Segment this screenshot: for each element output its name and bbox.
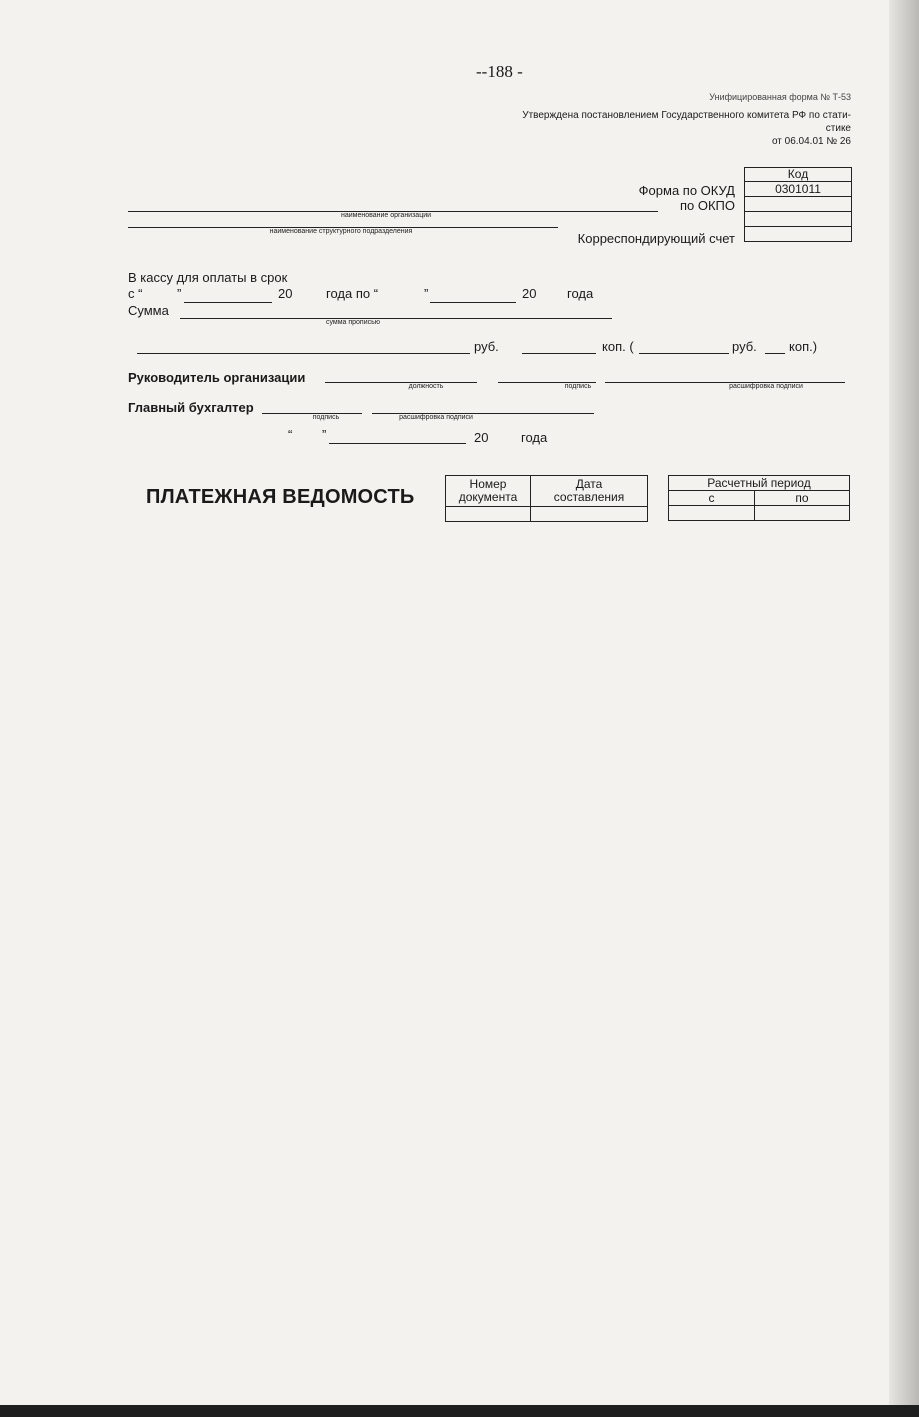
kop-amount-line[interactable] bbox=[522, 353, 596, 354]
kop-digits-line[interactable] bbox=[765, 353, 785, 354]
head-position-line[interactable] bbox=[325, 382, 477, 383]
date-year-word: года bbox=[521, 430, 548, 445]
period-to-header: по bbox=[755, 491, 850, 506]
to-quote-close: ” bbox=[424, 286, 429, 301]
okud-label: Форма по ОКУД bbox=[638, 183, 735, 198]
document-title: ПЛАТЕЖНАЯ ВЕДОМОСТЬ bbox=[146, 486, 415, 508]
from-month-line[interactable] bbox=[184, 302, 272, 303]
date-close-quote: ” bbox=[322, 427, 327, 442]
rub-label: руб. bbox=[474, 339, 499, 354]
position-hint: должность bbox=[408, 383, 444, 390]
document-date-cell[interactable] bbox=[531, 507, 648, 522]
rub-digits-line[interactable] bbox=[639, 353, 729, 354]
page-number: --188 - bbox=[476, 62, 523, 81]
head-label: Руководитель организации bbox=[128, 370, 306, 385]
division-name-hint: наименование структурного подразделения bbox=[269, 228, 413, 235]
account-code-cell[interactable] bbox=[745, 227, 852, 242]
date-open-quote: “ bbox=[288, 427, 293, 442]
period-from-cell[interactable] bbox=[669, 506, 755, 521]
okud-code: 0301011 bbox=[745, 182, 852, 197]
okpo-label: по ОКПО bbox=[679, 198, 735, 213]
head-decode-line[interactable] bbox=[605, 382, 845, 383]
approval-date: от 06.04.01 № 26 bbox=[771, 136, 851, 147]
from-year: 20 bbox=[278, 286, 293, 301]
payment-intro: В кассу для оплаты в срок bbox=[128, 270, 288, 285]
from-prefix: с “ bbox=[128, 286, 143, 301]
to-label: года по “ bbox=[326, 286, 379, 301]
approval-line: Утверждена постановлением Государственного комитета РФ по стати- bbox=[522, 110, 851, 121]
chief-accountant-label: Главный бухгалтер bbox=[128, 400, 254, 415]
sum-words-hint: сумма прописью bbox=[325, 319, 381, 326]
billing-period-table bbox=[668, 475, 850, 521]
codes-table bbox=[744, 167, 852, 242]
number-header-line2: документа bbox=[458, 490, 518, 504]
approval-line-2: стике bbox=[825, 123, 851, 134]
period-from-header: с bbox=[669, 491, 755, 506]
sum-continuation-line[interactable] bbox=[137, 353, 470, 354]
kop-open-label: коп. ( bbox=[602, 339, 634, 354]
year-word: года bbox=[567, 286, 594, 301]
scan-bottom-edge bbox=[0, 1405, 919, 1417]
okpo-code-cell[interactable] bbox=[745, 197, 852, 212]
number-column-header bbox=[446, 476, 531, 507]
to-month-line[interactable] bbox=[430, 302, 516, 303]
period-to-cell[interactable] bbox=[755, 506, 850, 521]
document-number-date-table bbox=[445, 475, 648, 522]
date-header-line2: составления bbox=[553, 490, 625, 504]
to-year: 20 bbox=[522, 286, 537, 301]
date-month-line[interactable] bbox=[329, 443, 466, 444]
date-column-header bbox=[531, 476, 648, 507]
sum-words-line[interactable] bbox=[180, 318, 612, 319]
kop-close-label: коп.) bbox=[789, 339, 818, 354]
page-edge-shadow bbox=[889, 0, 919, 1417]
org-name-hint: наименование организации bbox=[340, 212, 432, 219]
form-id-line: Унифицированная форма № Т-53 bbox=[709, 93, 851, 102]
accountant-decode-hint: расшифровка подписи bbox=[399, 414, 473, 421]
code-heading: Код bbox=[745, 168, 852, 182]
number-header-line1: Номер bbox=[469, 477, 507, 492]
from-quote-close: ” bbox=[177, 286, 182, 301]
account-label: Корреспондирующий счет bbox=[577, 231, 735, 246]
rub2-label: руб. bbox=[732, 339, 757, 354]
head-decode-hint: расшифровка подписи bbox=[729, 383, 803, 390]
period-heading: Расчетный период bbox=[669, 476, 850, 491]
document-number-cell[interactable] bbox=[446, 507, 531, 522]
date-year: 20 bbox=[474, 430, 489, 445]
empty-code-cell bbox=[745, 212, 852, 227]
accountant-signature-hint: подпись bbox=[312, 414, 340, 421]
sum-label: Сумма bbox=[128, 303, 169, 318]
head-signature-hint: подпись bbox=[564, 383, 592, 390]
date-header-line1: Дата bbox=[575, 477, 603, 492]
